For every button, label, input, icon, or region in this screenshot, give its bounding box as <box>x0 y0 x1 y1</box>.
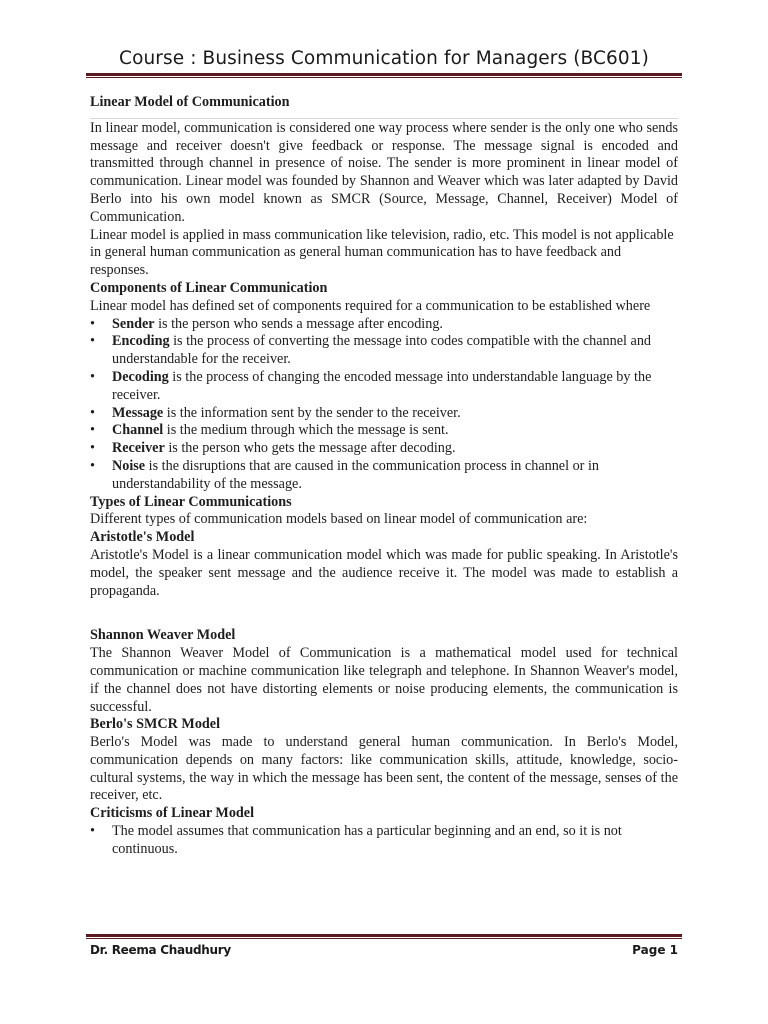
aristotle-text: Aristotle's Model is a linear communication model which was made for public speaking. In Aristotle's model, the speaker sent message and the audience receive it. The model was made to establish a propaganda. <box>90 546 678 599</box>
list-item <box>90 333 678 369</box>
component-desc: is the medium through which the message is sent. <box>163 422 449 439</box>
heading-types: Types of Linear Communications <box>90 493 292 510</box>
page-header-title: Course : Business Communication for Managers (BC601) <box>119 48 649 69</box>
heading-criticisms: Criticisms of Linear Model <box>90 805 255 822</box>
page-number: Page 1 <box>632 943 678 957</box>
heading-berlo: Berlo's SMCR Model <box>90 716 221 733</box>
component-term: Encoding <box>112 333 170 350</box>
component-desc: is the disruptions that are caused in the communication process in channel or in understandability of the message. <box>112 457 599 492</box>
component-desc: is the process of converting the message into codes compatible with the channel and understandable for the receiver. <box>112 333 652 368</box>
list-item <box>90 316 678 334</box>
bullet-icon: • <box>90 457 95 474</box>
linear-model-paragraph-1: In linear model, communication is considered one way process where sender is the only one who sends message and receiver doesn't give feedback or response. The message signal is encoded and transmitted through channel in presence of noise. The sender is more prominent in linear model of communication. Linear model was founded by Shannon and Weaver which was later adapted by David Berlo into his own model known as SMCR (Source, Message, Channel, Receiver) Model of Communication. <box>90 119 678 225</box>
components-intro: Linear model has defined set of components required for a communication to be established where <box>90 297 651 314</box>
footer-author: Dr. Reema Chaudhury <box>90 943 231 957</box>
linear-model-paragraph-2: Linear model is applied in mass communication like television, radio, etc. This model is not applicable in general human communication as general human communication has to have feedback and responses. <box>90 226 674 279</box>
heading-shannon: Shannon Weaver Model <box>90 627 236 644</box>
list-item <box>90 369 678 405</box>
section-spacer <box>90 600 678 627</box>
bullet-icon: • <box>90 823 95 840</box>
bullet-icon: • <box>90 440 95 457</box>
footer-rule <box>86 934 682 939</box>
bullet-icon: • <box>90 315 95 332</box>
shannon-text: The Shannon Weaver Model of Communication is a mathematical model used for technical communication or machine communication like telegraph and telephone. In Shannon Weaver's model, if the channel does not have distorting elements or noise producing elements, the communication is successful. <box>90 645 678 715</box>
linear-model-text-block <box>90 118 678 280</box>
component-term: Sender <box>112 315 155 332</box>
component-desc: is the person who sends a message after encoding. <box>154 315 443 332</box>
bullet-icon: • <box>90 404 95 421</box>
component-term: Receiver <box>112 440 165 457</box>
list-item <box>90 823 678 859</box>
document-body <box>90 94 678 859</box>
criticism-text: The model assumes that communication has a particular beginning and an end, so it is not continuous. <box>112 823 622 857</box>
header-rule <box>86 73 682 78</box>
bullet-icon: • <box>90 368 95 385</box>
list-item <box>90 440 678 458</box>
berlo-text: Berlo's Model was made to understand general human communication. In Berlo's Model, communication depends on many factors: like communication skills, attitude, knowledge, socio-cultural systems, the way in which the message has been sent, the content of the message, senses of the receiver, etc. <box>90 734 678 804</box>
heading-components: Components of Linear Communication <box>90 279 328 296</box>
component-desc: is the process of changing the encoded message into understandable language by the receiver. <box>112 368 652 403</box>
criticisms-list <box>90 823 678 859</box>
bullet-icon: • <box>90 422 95 439</box>
heading-aristotle: Aristotle's Model <box>90 529 195 546</box>
bullet-icon: • <box>90 333 95 350</box>
list-item <box>90 422 678 440</box>
list-item <box>90 405 678 423</box>
types-intro: Different types of communication models based on linear model of communication are: <box>90 511 588 528</box>
heading-linear-model: Linear Model of Communication <box>90 94 290 110</box>
list-item <box>90 458 678 494</box>
component-term: Channel <box>112 422 164 439</box>
component-term: Message <box>112 404 164 421</box>
component-desc: is the person who gets the message after decoding. <box>164 440 456 457</box>
component-term: Noise <box>112 457 146 474</box>
component-term: Decoding <box>112 368 169 385</box>
component-desc: is the information sent by the sender to the receiver. <box>163 404 461 421</box>
components-list <box>90 316 678 494</box>
